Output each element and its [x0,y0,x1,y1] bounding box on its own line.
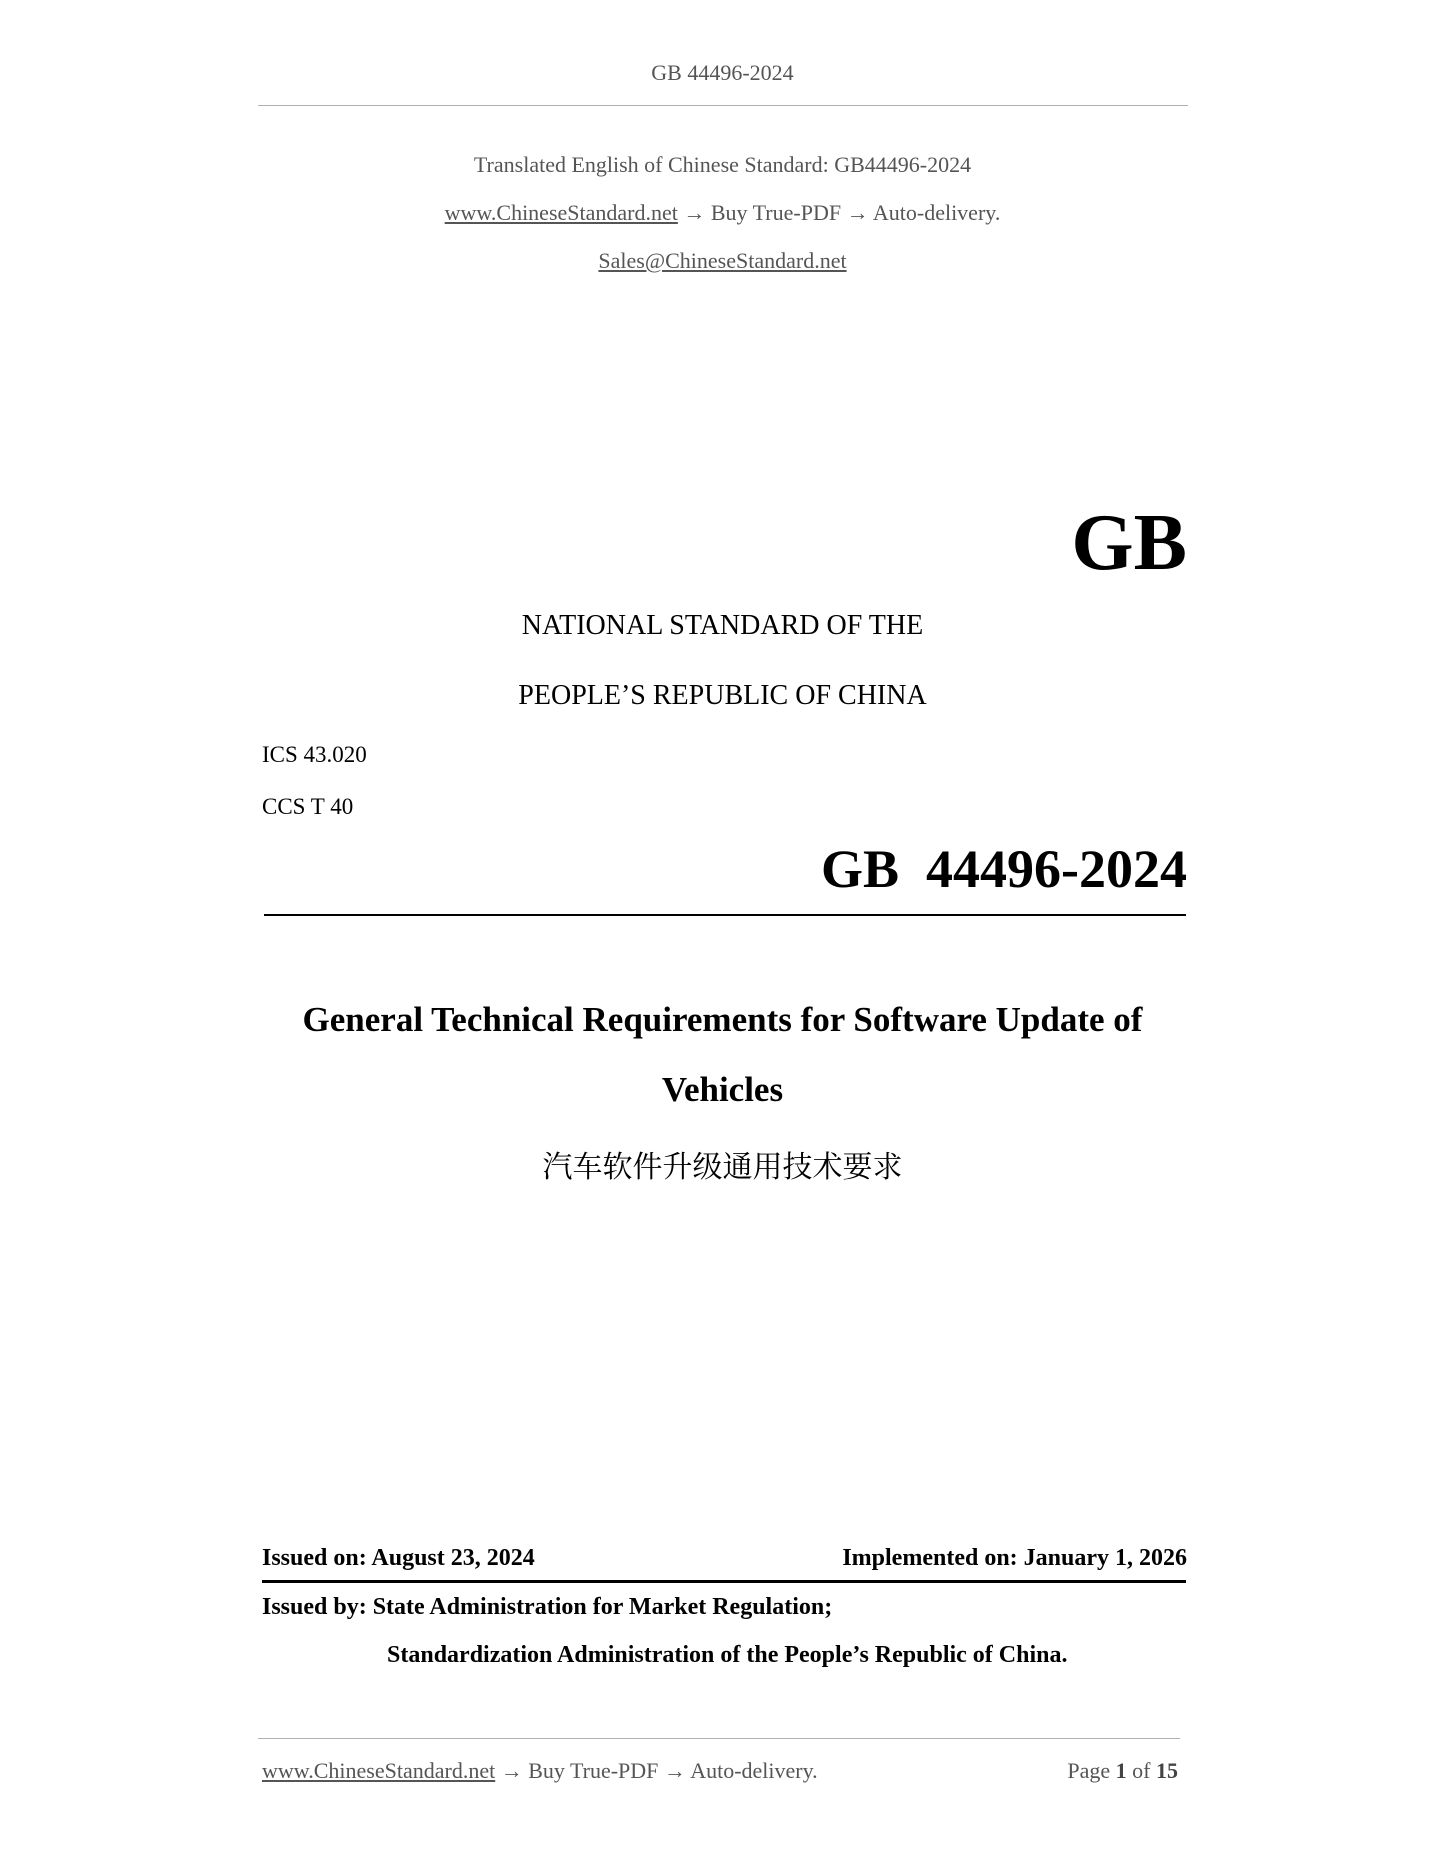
title-en-line2: Vehicles [661,1070,784,1109]
translation-notice: Translated English of Chinese Standard: GB44496-2024 [473,152,972,177]
running-header-code: GB 44496-2024 [651,60,794,85]
code-divider [264,914,1186,916]
title-en-line1: General Technical Requirements for Software Update of [302,1000,1143,1039]
buy-text: → Buy True-PDF → Auto-delivery. [683,200,1001,225]
dates-divider [262,1580,1186,1583]
site-link[interactable]: www.ChineseStandard.net [444,200,678,225]
national-standard-line2: PEOPLE’S REPUBLIC OF CHINA [518,680,927,711]
page-total: 15 [1156,1758,1178,1783]
page-indicator [1067,1758,1178,1784]
buy-line [0,198,1445,228]
footer-buy-line [262,1758,818,1784]
sales-email-link[interactable]: Sales@ChineseStandard.net [598,248,847,273]
national-standard-line1: NATIONAL STANDARD OF THE [521,610,924,641]
footer-divider [258,1738,1180,1739]
header-divider [258,105,1188,106]
issued-by-line2: Standardization Administration of the People’s Republic of China. [387,1642,1068,1668]
ics-code: ICS 43.020 [262,742,367,767]
sales-line [0,246,1445,276]
footer-site-link[interactable]: www.ChineseStandard.net [262,1758,496,1783]
ccs-code: CCS T 40 [262,794,354,819]
of-label: of [1132,1758,1151,1783]
standard-code: GB 44496-2024 [820,839,1187,899]
issued-on: Issued on: August 23, 2024 [262,1545,535,1571]
title-zh: 汽车软件升级通用技术要求 [542,1150,903,1185]
gb-mark: GB [1071,499,1187,587]
issued-by-line1: Issued by: State Administration for Market Regulation; [262,1594,833,1620]
page-label: Page [1067,1758,1111,1783]
footer-buy-text: → Buy True-PDF → Auto-delivery. [500,1758,818,1783]
page-number: 1 [1115,1758,1127,1783]
implemented-on: Implemented on: January 1, 2026 [842,1545,1187,1571]
